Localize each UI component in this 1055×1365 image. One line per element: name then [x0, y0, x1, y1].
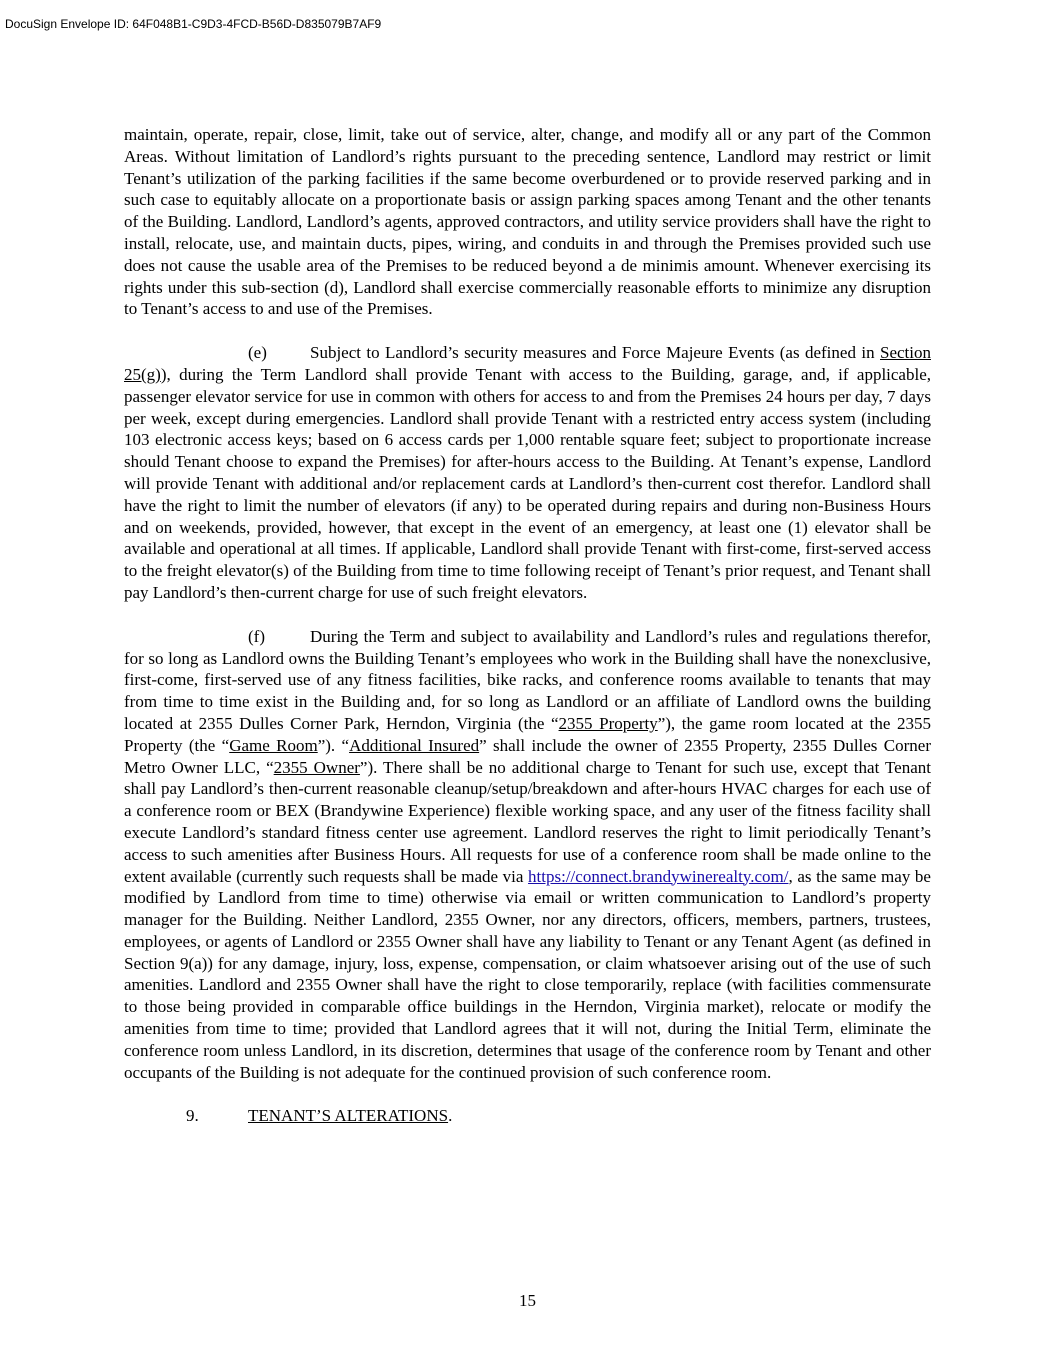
- paragraph-e-text-2: ), during the Term Landlord shall provide Tenant with access to the Building, garage, and, if applicable, passenger elevator service for use in common with others for access to and from the Premises 24 hours per day, 7 days per week, except during emergencies. Landlord shall provide Tenant with a restricted entry access system (including 103 electronic access keys; based on 6 access cards per 1,000 rentable square feet; subject to proportionate increase should Tenant choose to expand the Premises) for after-hours access to the Building. At Tenant’s expense, Landlord will provide Tenant with additional and/or replacement cards at Landlord’s then-current cost therefor. Landlord shall have the right to limit the number of elevators (if any) to be operated during repairs and during non-Business Hours and on weekends, provided, however, that except in the event of an emergency, at least one (1) elevator shall be available and operational at all times. If applicable, Landlord shall provide Tenant with first-come, first-served access to the freight elevator(s) of the Building from time to time following receipt of Tenant’s prior request, and Tenant shall pay Landlord’s then-current charge for use of such freight elevators.: [124, 364, 931, 602]
- section-9-title: TENANT’S ALTERATIONS: [248, 1106, 449, 1126]
- paragraph-e-marker: (e): [248, 343, 267, 363]
- paragraph-d-continuation: maintain, operate, repair, close, limit, take out of service, alter, change, and modify all or any part of the Common Areas. Without limitation of Landlord’s rights pursuant to the preceding sentence, Landlord may restrict or limit Tenant’s utilization of the parking facilities if the same become overburdened or to provide reserved parking and in such case to equitably allocate on a proportionate basis or assign parking spaces among Tenant and the other tenants of the Building. Landlord, Landlord’s agents, approved contractors, and utility service providers shall have the right to install, relocate, use, and maintain ducts, pipes, wiring, and conduits in and through the Premises provided such use does not cause the usable area of the Premises to be reduced beyond a de minimis amount. Whenever exercising its rights under this sub-section (d), Landlord shall exercise commercially reasonable efforts to minimize any disruption to Tenant’s access to and use of the Premises.: [124, 125, 931, 319]
- section-25g-reference: Section 25(g): [124, 343, 931, 384]
- paragraph-e: [124, 342, 931, 604]
- defined-term-game-room: Game Room: [229, 735, 318, 755]
- section-9-heading: [124, 1105, 931, 1127]
- defined-term-2355-property: 2355 Property: [558, 713, 658, 733]
- paragraph-f-text-1: During the Term and subject to availability and Landlord’s rules and regulations therefor, for so long as Landlord owns the Building Tenant’s employees who work in the Building shall have the nonexclusive, first-come, first-served use of any fitness facilities, bike racks, and conference rooms available to tenants that may from time to time exist in the Building and, for so long as Landlord or an affiliate of Landlord owns the building located at 2355 Dulles Corner Park, Herndon, Virginia (the “: [124, 626, 931, 733]
- paragraph-f: [124, 626, 931, 1084]
- page-number: 15: [519, 1291, 536, 1310]
- paragraph-f-marker: (f): [248, 626, 265, 646]
- paragraph-f-text-6: , as the same may be modified by Landlord from time to time) otherwise via email or written communication to Landlord’s property manager for the Building. Neither Landlord, 2355 Owner, nor any directors, officers, members, partners, trustees, employees, or agents of Landlord or 2355 Owner shall have any liability to Tenant or any Tenant Agent (as defined in Section 9(a)) for any damage, injury, loss, expense, compensation, or claim whatsoever arising out of the use of such amenities. Landlord and 2355 Owner shall have the right to close temporarily, replace (with facilities commensurate to those being provided in comparable office buildings in the Herndon, Virginia market), relocate or modify the amenities from time to time; provided that Landlord agrees that it will not, during the Initial Term, eliminate the conference room unless Landlord, in its discretion, determines that usage of the conference room by Tenant and other occupants of the Building is not adequate for the continued provision of such conference room.: [124, 866, 931, 1082]
- paragraph-f-text-2: ”), the game room located at the 2355 Property (the “: [124, 713, 931, 755]
- defined-term-2355-owner: 2355 Owner: [273, 757, 360, 777]
- brandywine-connect-link[interactable]: https://connect.brandywinerealty.com/: [528, 866, 789, 886]
- paragraph-f-text-5: ”). There shall be no additional charge to Tenant for such use, except that Tenant shall pay Landlord’s then-current reasonable cleanup/setup/breakdown and after-hours HVAC charges for each use of a conference room or BEX (Brandywine Experience) flexible working space, and any user of the fitness facility shall execute Landlord’s standard fitness center use agreement. Landlord reserves the right to limit periodically Tenant’s access to such amenities after Business Hours. All requests for use of a conference room shall be made online to the extent available (currently such requests shall be made via: [124, 757, 931, 886]
- document-body: [124, 124, 931, 1127]
- section-9-period: .: [448, 1106, 453, 1126]
- paragraph-f-text-3: ”). “: [317, 735, 350, 755]
- section-9-number: 9.: [186, 1106, 199, 1126]
- defined-term-additional-insured: Additional Insured: [349, 735, 480, 755]
- docusign-envelope-id: DocuSign Envelope ID: 64F048B1-C9D3-4FCD-B56D-D835079B7AF9: [5, 17, 382, 31]
- paragraph-e-text-1: Subject to Landlord’s security measures and Force Majeure Events (as defined in: [310, 343, 880, 363]
- paragraph-f-text-4: ” shall include the owner of 2355 Property, 2355 Dulles Corner Metro Owner LLC, “: [124, 735, 931, 777]
